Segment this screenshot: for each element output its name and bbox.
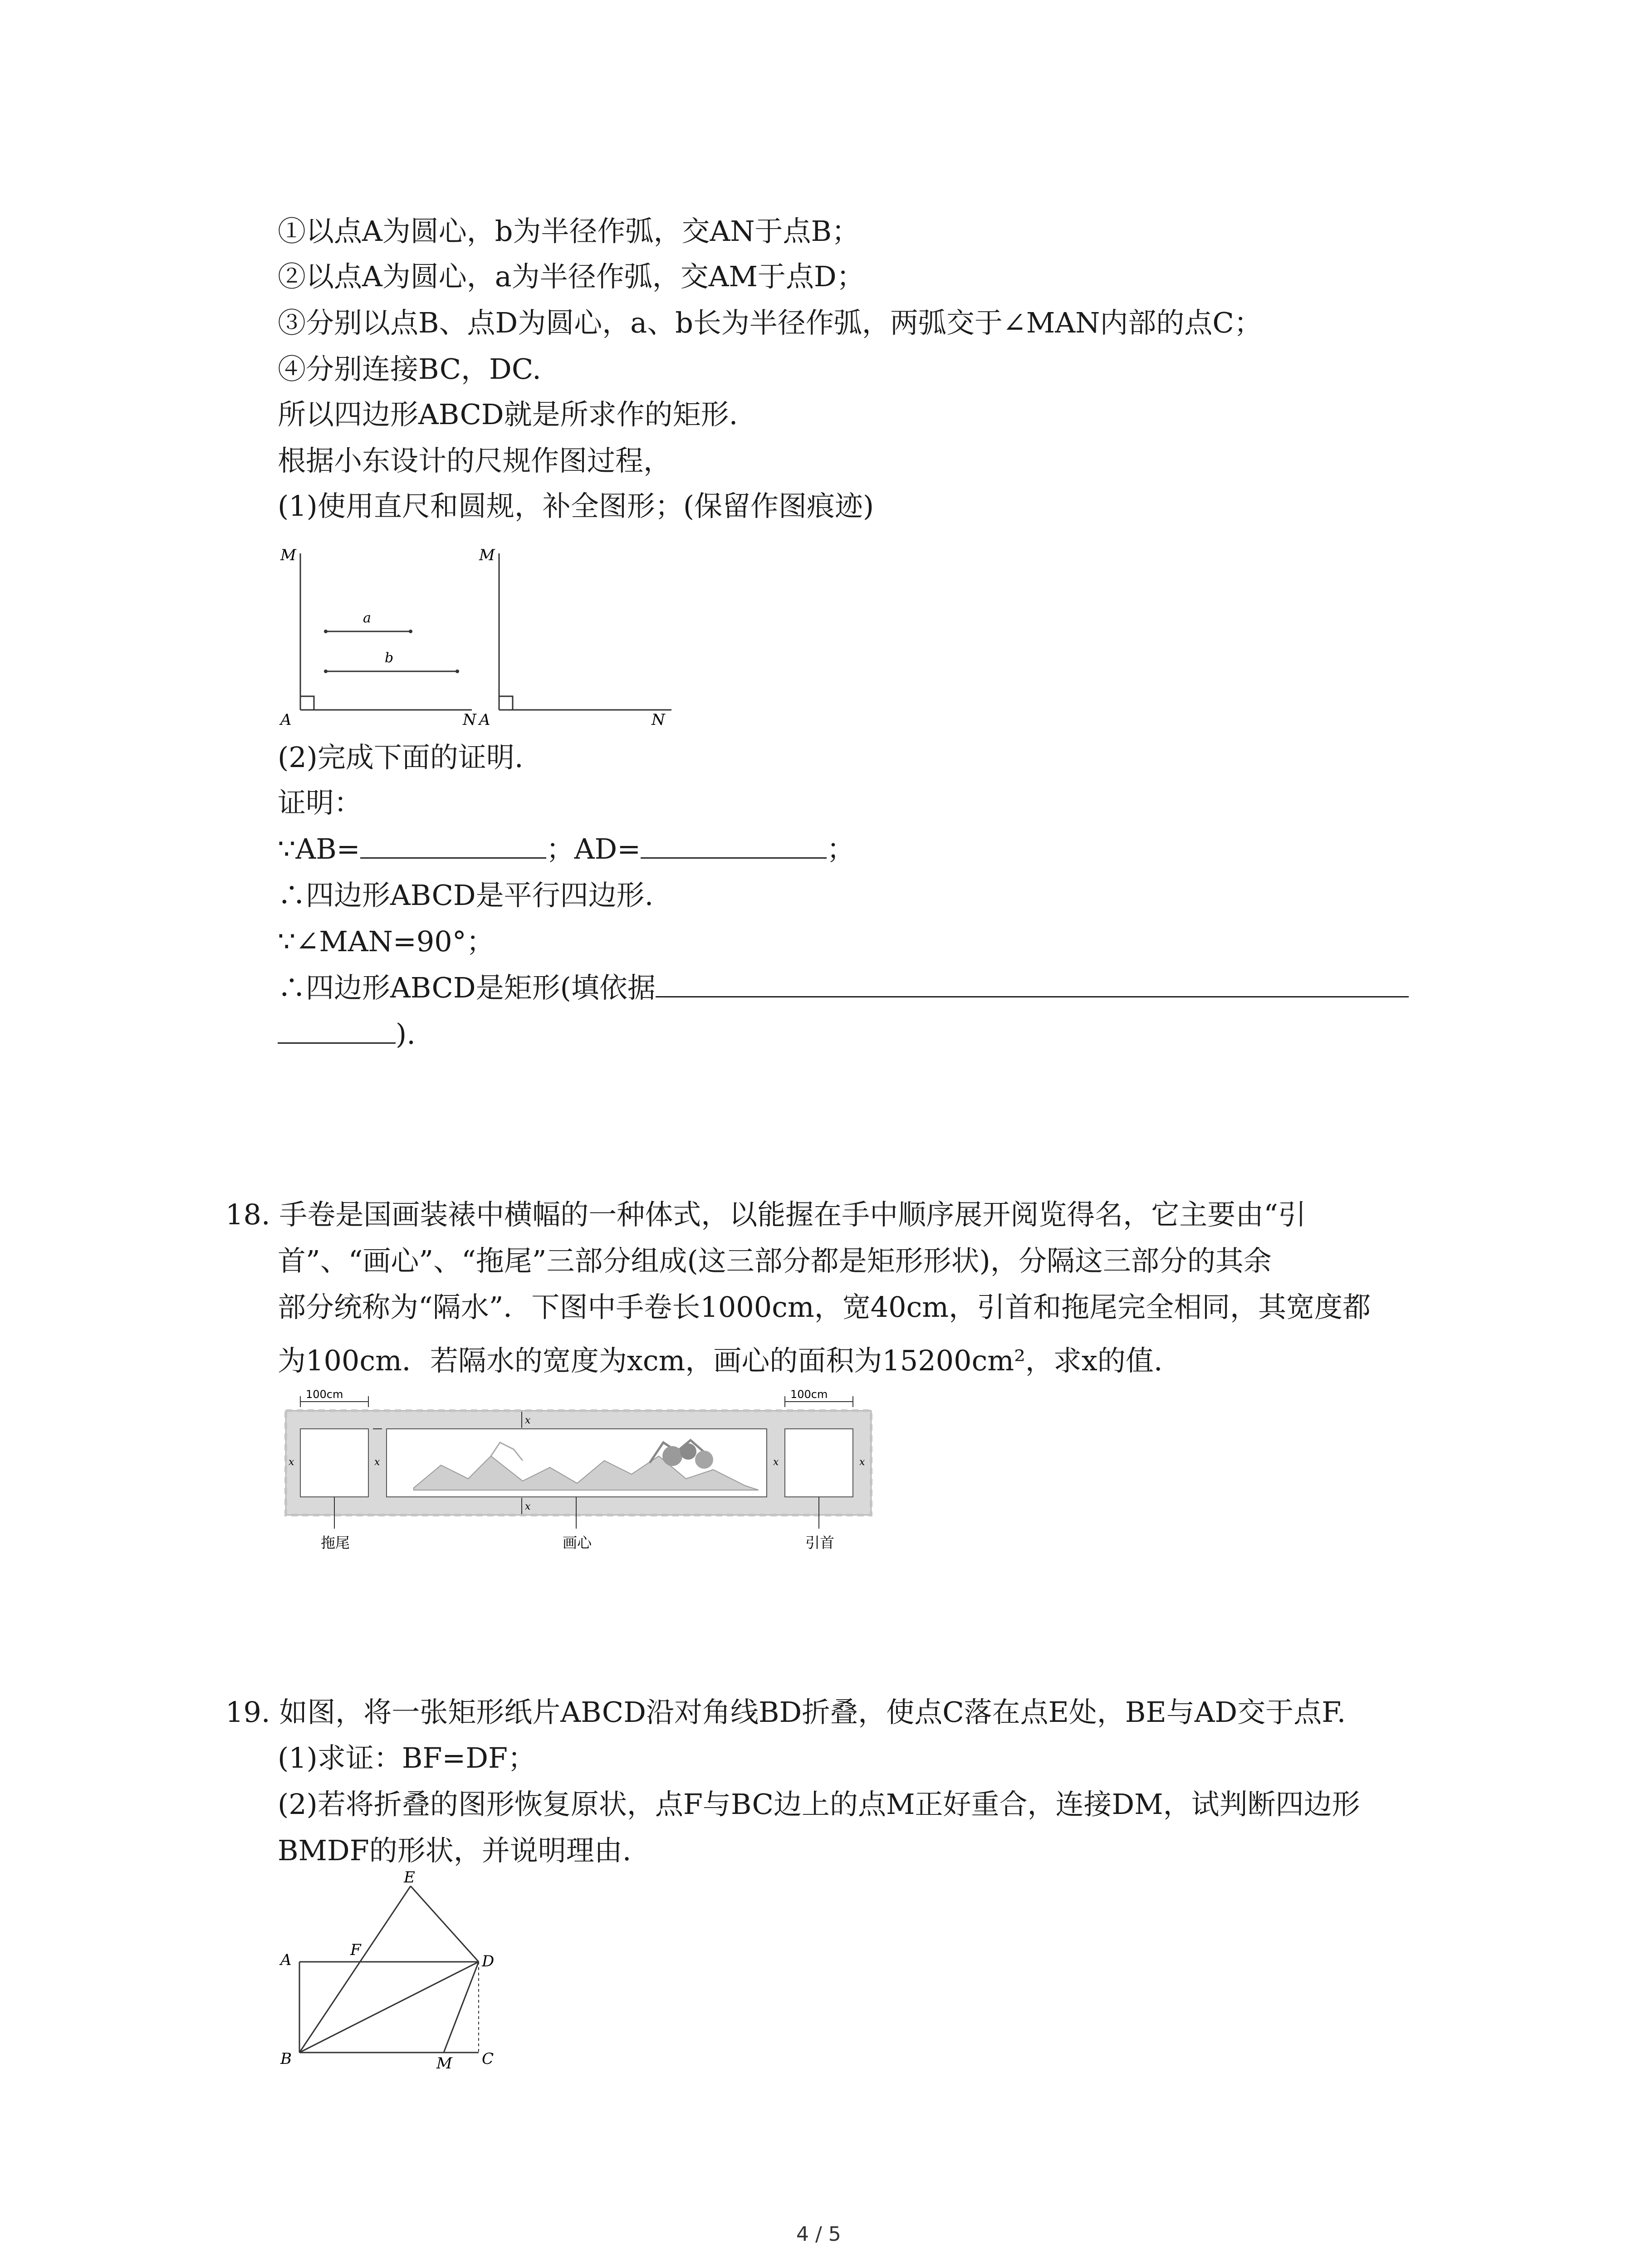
answer-blank-basis[interactable] [656,970,1409,997]
q19-line3: (2)若将折叠的图形恢复原状，点F与BC边上的点M正好重合，连接DM，试判断四边形 [278,1788,1360,1821]
q17-proof1-end: ； [827,832,855,865]
q18-x-top: x [525,1415,531,1426]
answer-blank-ad[interactable] [641,831,827,859]
q18-x-right-gap: x [773,1457,779,1468]
q19-line2: (1)求证：BF=DF； [278,1741,536,1774]
q17-fig-seg-b: b [385,650,394,666]
q18-figure [278,1388,904,1565]
q17-proof5-end: ). [396,1017,416,1051]
q18-label-tail: 拖尾 [321,1534,350,1551]
q17-fig-left-m: M [280,546,296,564]
q17-proof4-text: ∴四边形ABCD是矩形(填依据 [278,971,656,1004]
q17-proof-line4 [278,970,1409,1006]
q17-step3: ③分别以点B、点D为圆心，a、b长为半径作弧，两弧交于∠MAN内部的点C； [278,306,1262,339]
q18-label-head: 引首 [805,1534,835,1551]
q18-line1: 18. 手卷是国画装裱中横幅的一种体式，以能握在手中顺序展开阅览得名，它主要由“引 [225,1198,1307,1231]
q18-line4: 为100cm．若隔水的宽度为xcm，画心的面积为15200cm²，求x的值. [278,1344,1163,1377]
q18-line2: 首”、“画心”、“拖尾”三部分组成(这三部分都是矩形形状)，分隔这三部分的其余 [278,1244,1272,1277]
q19-label-m: M [436,2054,452,2072]
q18-right-width: 100cm [790,1388,828,1401]
q17-fig-right-n: N [652,711,665,729]
q19-label-f: F [350,1941,361,1959]
q17-proof-label: 证明： [278,786,362,819]
q17-proof1-ad: ；AD= [546,832,641,865]
q17-fig-seg-a: a [363,610,371,626]
q17-proof-line2: ∴四边形ABCD是平行四边形. [278,879,654,912]
q19-line1: 19. 如图，将一张矩形纸片ABCD沿对角线BD折叠，使点C落在点E处，BE与AD交于点F. [225,1696,1346,1729]
q17-conclusion: 所以四边形ABCD就是所求作的矩形. [278,398,738,431]
q17-proof-line1 [278,831,855,867]
q18-line3: 部分统称为“隔水”．下图中手卷长1000cm，宽40cm，引首和拖尾完全相同，其宽度都 [278,1290,1371,1324]
q18-label-center: 画心 [563,1534,592,1551]
q18-x-right-edge: x [859,1457,865,1468]
q17-part1: (1)使用直尺和圆规，补全图形；(保留作图痕迹) [278,489,874,523]
q19-figure [272,1869,526,2073]
q17-proof-line5 [278,1016,416,1052]
answer-blank-basis-cont[interactable] [278,1016,396,1044]
answer-blank-ab[interactable] [360,831,546,859]
q19-label-d: D [482,1952,495,1970]
q17-intro: 根据小东设计的尺规作图过程， [278,444,672,477]
q17-figure [272,535,681,730]
q17-fig-left-a: A [280,711,292,729]
q17-fig-right-a: A [479,711,490,729]
q18-left-width: 100cm [306,1388,343,1401]
q18-x-left-edge: x [289,1457,294,1468]
q17-proof-line3: ∵∠MAN=90°； [278,925,495,958]
q17-proof1-ab: ∵AB= [278,832,360,865]
q19-label-a: A [280,1951,292,1969]
q19-label-b: B [280,2050,292,2068]
q17-step4: ④分别连接BC，DC. [278,352,541,386]
q17-step2: ②以点A为圆心，a为半径作弧，交AM于点D； [278,260,865,293]
q17-fig-right-m: M [479,546,495,564]
q18-x-left-gap: x [374,1457,380,1468]
q17-step1: ①以点A为圆心，b为半径作弧，交AN于点B； [278,215,860,248]
page-number: 4 / 5 [796,2223,841,2246]
q18-x-bottom: x [525,1501,531,1512]
q17-fig-left-n: N [463,711,476,729]
q17-part2: (2)完成下面的证明. [278,741,524,774]
q19-label-c: C [482,2050,494,2068]
q19-label-e: E [404,1869,415,1887]
q19-line4: BMDF的形状，并说明理由. [278,1834,632,1867]
